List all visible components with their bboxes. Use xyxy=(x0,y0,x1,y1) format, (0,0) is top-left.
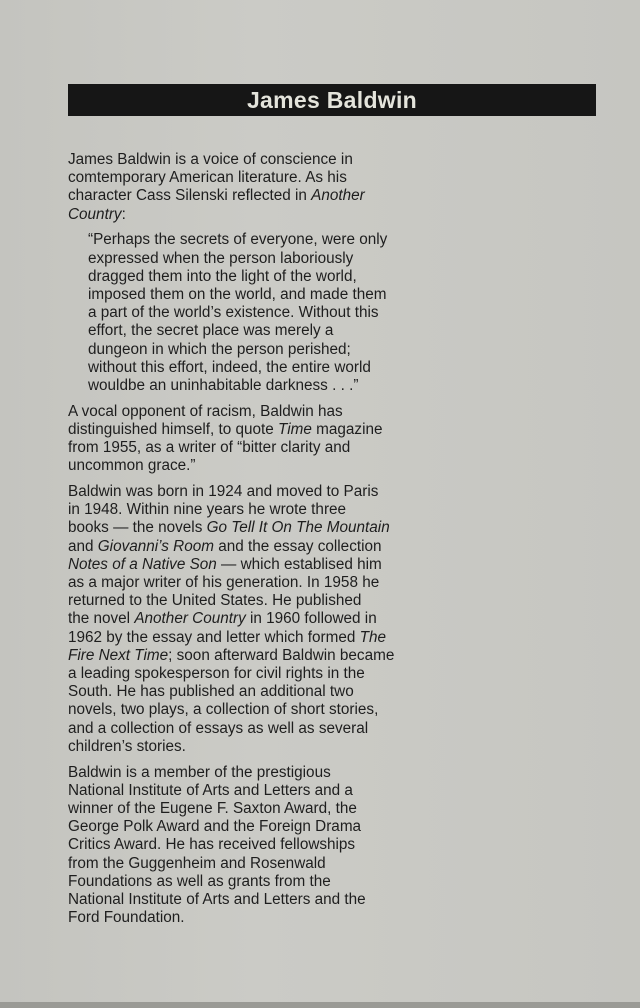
text-segment: returned to the United States. He published xyxy=(68,592,362,610)
text-segment: A vocal opponent of racism, Baldwin has xyxy=(68,402,343,420)
text-segment: George Polk Award and the Foreign Drama xyxy=(68,818,362,836)
text-segment: a part of the world’s existence. Without this xyxy=(88,304,379,322)
text-segment: South. He has published an additional two xyxy=(68,683,354,701)
text-segment: Ford Foundation. xyxy=(68,909,185,927)
text-line xyxy=(68,501,608,519)
text-segment: Foundations as well as grants from the xyxy=(68,872,331,890)
text-line xyxy=(68,855,608,873)
text-line xyxy=(68,647,608,665)
text-segment: ; soon afterward Baldwin became xyxy=(168,646,395,664)
text-line xyxy=(88,268,608,286)
text-segment: children’s stories. xyxy=(68,737,186,755)
text-line xyxy=(68,519,608,537)
text-line xyxy=(88,304,608,322)
text-segment: distinguished himself, to quote xyxy=(68,420,279,438)
text-line xyxy=(68,574,608,592)
text-segment: dungeon in which the person perished; xyxy=(88,340,351,358)
text-segment: comtemporary American literature. As his xyxy=(68,169,347,187)
text-line xyxy=(68,538,608,556)
text-segment: uncommon grace.” xyxy=(68,457,196,475)
text-line xyxy=(68,782,608,800)
text-line xyxy=(88,231,608,249)
text-segment: winner of the Eugene F. Saxton Award, the xyxy=(68,799,357,817)
italic-title: The xyxy=(359,628,387,646)
text-segment: and the essay collection xyxy=(213,537,382,555)
text-segment: James Baldwin is a voice of conscience in xyxy=(68,151,353,168)
text-segment: effort, the secret place was merely a xyxy=(88,322,334,340)
text-line xyxy=(68,592,608,610)
text-segment: from the Guggenheim and Rosenwald xyxy=(68,854,326,872)
page-edge xyxy=(0,1002,640,1008)
text-segment: character Cass Silenski reflected in xyxy=(68,187,312,205)
text-line xyxy=(68,818,608,836)
text-line xyxy=(68,421,608,439)
text-line xyxy=(68,610,608,628)
text-line xyxy=(68,457,608,475)
italic-title: Fire Next Time xyxy=(68,646,169,664)
paragraph xyxy=(68,483,608,756)
italic-title: Giovanni’s Room xyxy=(97,537,214,555)
text-line xyxy=(88,322,608,340)
text-line xyxy=(68,206,608,224)
text-segment: the novel xyxy=(68,610,135,628)
text-line xyxy=(68,800,608,818)
text-line xyxy=(68,169,608,187)
text-line xyxy=(68,665,608,683)
text-line xyxy=(68,187,608,205)
block-quote xyxy=(68,231,608,395)
text-segment: as a major writer of his generation. In 1958 he xyxy=(68,573,380,591)
text-segment: dragged them into the light of the world, xyxy=(88,267,357,285)
text-segment: and a collection of essays as well as several xyxy=(68,719,369,737)
italic-title: Notes of a Native Son xyxy=(68,555,217,573)
text-line xyxy=(68,873,608,891)
text-line xyxy=(88,359,608,377)
paragraph xyxy=(68,403,608,476)
text-segment: novels, two plays, a collection of short stories, xyxy=(68,701,379,719)
text-segment: imposed them on the world, and made them xyxy=(88,285,387,303)
italic-title: Another Country xyxy=(134,610,246,628)
italic-title: Time xyxy=(278,420,312,438)
text-segment: a leading spokesperson for civil rights in the xyxy=(68,664,365,682)
text-line xyxy=(88,250,608,268)
text-line xyxy=(68,836,608,854)
text-segment: without this effort, indeed, the entire world xyxy=(88,358,371,376)
text-line xyxy=(88,341,608,359)
text-segment: Baldwin was born in 1924 and moved to Paris xyxy=(68,482,379,500)
text-segment: from 1955, as a writer of “bitter clarity and xyxy=(68,439,351,457)
text-line xyxy=(68,151,608,169)
text-line xyxy=(68,439,608,457)
text-segment: wouldbe an uninhabitable darkness . . .” xyxy=(88,376,359,394)
text-segment: expressed when the person laboriously xyxy=(88,249,354,267)
paragraph xyxy=(68,764,608,928)
text-segment: “Perhaps the secrets of everyone, were only xyxy=(88,231,388,249)
biography-text xyxy=(68,151,608,935)
text-segment: Baldwin is a member of the prestigious xyxy=(68,763,331,781)
text-line xyxy=(68,738,608,756)
text-line xyxy=(68,720,608,738)
text-segment: and xyxy=(68,537,98,555)
text-line xyxy=(68,556,608,574)
italic-title: Another xyxy=(311,187,365,205)
text-segment: Critics Award. He has received fellowships xyxy=(68,836,356,854)
text-line xyxy=(68,701,608,719)
text-line xyxy=(68,683,608,701)
page-title: James Baldwin xyxy=(246,86,418,113)
text-line xyxy=(88,286,608,304)
text-segment: — which establised him xyxy=(216,555,382,573)
italic-title: Go Tell It On The Mountain xyxy=(206,519,390,537)
text-segment: in 1948. Within nine years he wrote three xyxy=(68,501,347,519)
text-segment: books — the novels xyxy=(68,519,207,537)
title-bar xyxy=(68,84,596,116)
text-line xyxy=(88,377,608,395)
text-segment: 1962 by the essay and letter which formed xyxy=(68,628,360,646)
text-line xyxy=(68,483,608,501)
text-line xyxy=(68,403,608,421)
text-segment: magazine xyxy=(311,420,383,438)
text-segment: : xyxy=(121,205,126,223)
text-line xyxy=(68,629,608,647)
italic-title: Country xyxy=(68,205,122,223)
paragraph xyxy=(68,151,608,224)
text-segment: National Institute of Arts and Letters and a xyxy=(68,781,353,799)
text-line xyxy=(68,764,608,782)
text-line xyxy=(68,891,608,909)
text-segment: in 1960 followed in xyxy=(245,610,377,628)
text-line xyxy=(68,909,608,927)
text-segment: National Institute of Arts and Letters and the xyxy=(68,890,366,908)
